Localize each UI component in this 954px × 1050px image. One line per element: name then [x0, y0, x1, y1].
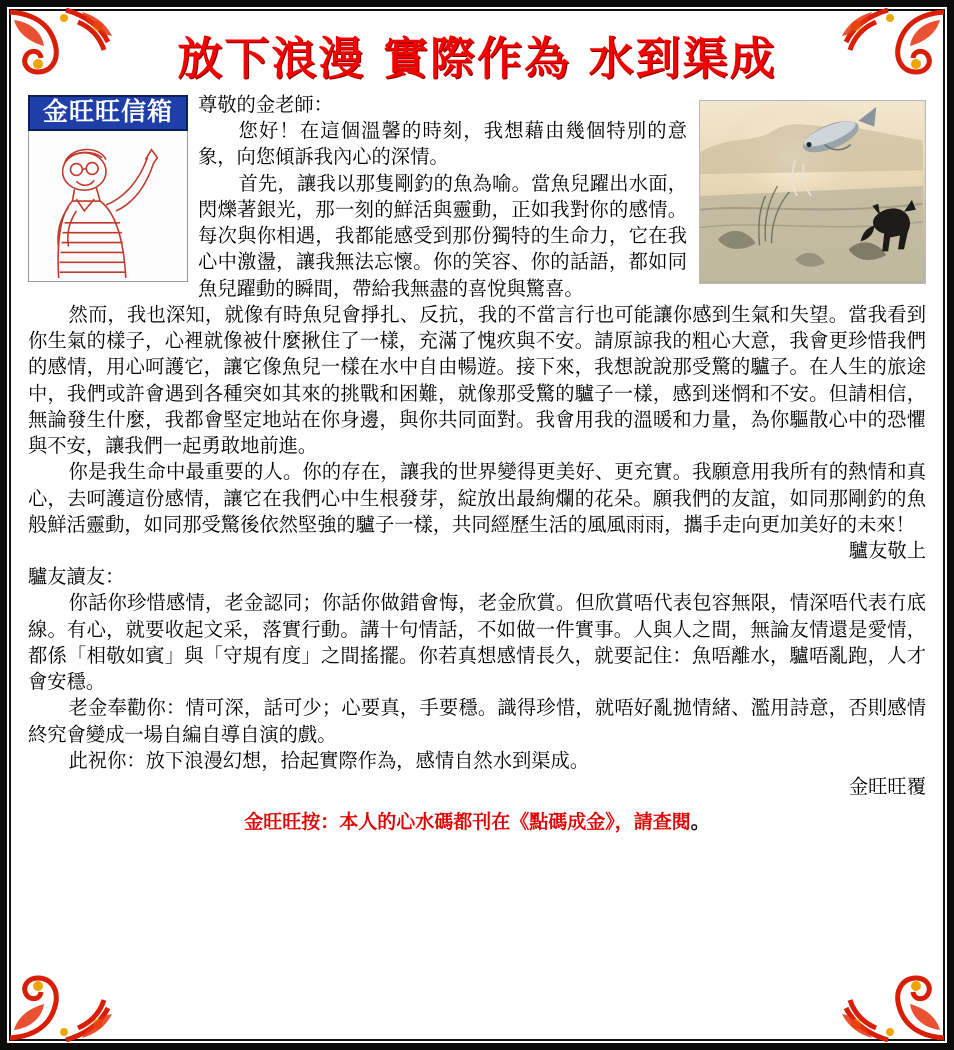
headline-row: [28, 16, 926, 92]
letter-signature: 驢友敬上: [848, 538, 926, 562]
man-pointing-illustration: [28, 131, 188, 282]
reply-paragraph-3: 此祝你：放下浪漫幻想，拾起實際作為，感情自然水到渠成。: [68, 748, 590, 772]
letter-salutation: 尊敬的金老師：: [198, 93, 333, 116]
letter-paragraph-2: 首先，讓我以那隻剛釣的魚為喻。當魚兒躍出水面，閃爍著銀光，那一刻的鮮活與靈動，正如我對你的感情。每次與你相遇，我都能感受到那份獨特的生命力，它在我心中激盪，讓我無法忘懷。你的笑容、你的話語，都如同魚兒躍動的瞬間，帶給我無盡的喜悅與驚喜。: [198, 171, 687, 300]
editor-note-text: 金旺旺按：本人的心水碼都刊在《點碼成金》，請查閱: [244, 811, 691, 834]
mailbox-badge-label: 金旺旺信箱: [28, 95, 188, 131]
reply-salutation: 驢友讀友：: [28, 565, 125, 589]
reply-signature: 金旺旺覆: [848, 775, 926, 799]
leaping-fish-and-startled-donkey-painting: [699, 100, 926, 284]
letter-paragraph-1: 您好！在這個溫馨的時刻，我想藉由幾個特別的意象，向您傾訴我內心的深情。: [198, 119, 687, 169]
letter-paragraph-3: 然而，我也深知，就像有時魚兒會掙扎、反抗，我的不當言行也可能讓你感到生氣和失望。當我看到你生氣的樣子，心裡就像被什麼揪住了一樣，充滿了愧疚與不安。請原諒我的粗心大意，我會更珍惜我們的感情，用心呵護它，讓它像魚兒一樣在水中自由暢遊。接下來，我想說說那受驚的驢子。在人生的旅途中，我們或許會遇到各種突如其來的挑戰和困難，就像那受驚的驢子一樣，感到迷惘和不安。但請相信，無論發生什麼，我都會堅定地站在你身邊，與你共同面對。我會用我的溫暖和力量，為你驅散心中的恐懼與不安，讓我們一起勇敢地前進。: [28, 302, 926, 458]
ink-painting-icon: [700, 101, 923, 281]
editor-note: [28, 807, 926, 834]
man-pointing-illustration-icon: [29, 131, 187, 281]
reply-paragraph-1: 你話你珍惜感情，老金認同；你話你做錯會悔，老金欣賞。但欣賞唔代表包容無限，情深唔代表冇底線。有心，就要收起文采，落實行動。講十句情話，不如做一件實事。人與人之間，無論友情還是愛情，都係「相敬如賓」與「守規有度」之間搖擺。你若真想感情長久，就要記住：魚唔離水，驢唔亂跑，人才會安穩。: [28, 591, 926, 694]
mailbox-logo-block: [28, 95, 188, 282]
reply-paragraph-2: 老金奉勸你：情可深，話可少；心要真，手要穩。識得珍惜，就唔好亂拋情緒、濫用詩意，否則感情終究會變成一場自編自導自演的戲。: [28, 696, 926, 746]
page-title: 放下浪漫 實際作為 水到渠成: [177, 31, 777, 85]
editor-note-tail: 。: [690, 811, 710, 834]
letter-paragraph-4: 你是我生命中最重要的人。你的存在，讓我的世界變得更美好、更充實。我願意用我所有的熱情和真心，去呵護這份感情，讓它在我們心中生根發芽，綻放出最絢爛的花朵。願我們的友誼，如同那剛釣的魚般鮮活靈動，如同那受驚後依然堅強的驢子一樣，共同經歷生活的風風雨雨，攜手走向更加美好的未來！: [28, 460, 926, 536]
article-content: [14, 14, 940, 1036]
